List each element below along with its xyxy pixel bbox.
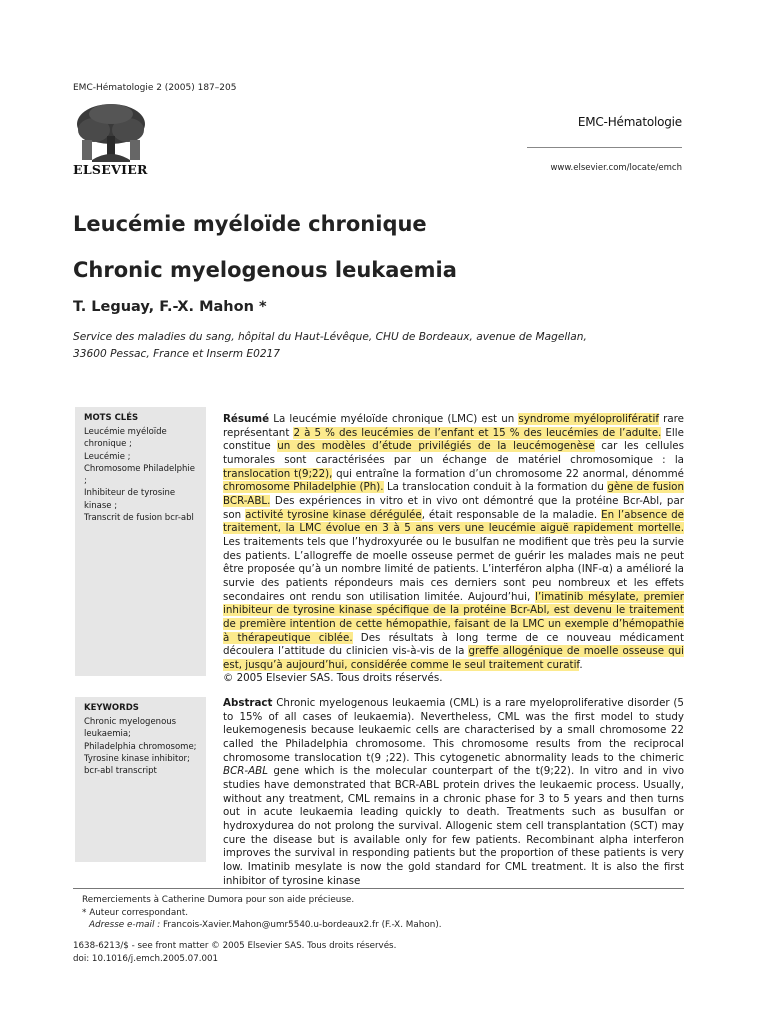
resume-text: . [579,658,583,671]
keyword-item: bcr-abl transcript [84,766,157,777]
abstract-english [223,697,684,888]
journal-website-link[interactable]: www.elsevier.com/locate/emch [550,163,682,173]
authors: T. Leguay, F.-X. Mahon * [73,299,267,315]
highlight: En l’absence de traitement, la LMC évolue en 3 à 5 ans vers une leucémie aiguë rapidement mortelle. [223,508,685,535]
keyword-item: Inhibiteur de tyrosine kinase ; [84,488,176,511]
highlight: syndrome myéloprolifératif [518,413,659,425]
footnote-divider [73,888,684,889]
abstract-heading: Abstract [223,697,273,709]
resume-text: qui entraîne la formation d’un chromosome 22 anormal, dénommé [332,467,684,480]
abstract-text: gene which is the molecular counterpart of the t(9;22). In vitro and in vivo studies have demonstrated that BCR-ABL protein drives the leukaemic process. Usually, without any treatment, CML remains in a chronic phase for 3 to 5 years and then turns out in acute leukaemia leading quickly to death. Treatments such as busulfan or hydroxydurea do not prolong the survival. Allogenic stem cell transplantation (SCT) may cure the disease but is available only for few patients. Recombinant alpha interferon improves the survival in responding patients but the proportion of these patients is very low. Imatinib mesylate is now the gold standard for CML treatment. It is also the first inhibitor of tyrosine kinase [223,765,684,887]
highlight: translocation t(9;22), [223,467,333,480]
keywords-english-box [75,697,206,862]
acknowledgement-footnote: Remerciements à Catherine Dumora pour son aide précieuse. [82,895,355,905]
affiliation-line-2: 33600 Pessac, France et Inserm E0217 [73,348,281,360]
email-address-link[interactable]: Francois-Xavier.Mahon@umr5540.u-bordeaux2.fr (F.-X. Mahon). [160,920,442,930]
keyword-item: Leucémie myéloïde chronique ; [84,427,167,450]
keyword-item: Leucémie ; [84,451,131,462]
journal-reference: EMC-Hématologie 2 (2005) 187–205 [73,83,237,93]
keyword-item: Transcrit de fusion bcr-abl [84,513,194,524]
highlight: chromosome Philadelphie (Ph). [223,481,384,494]
resume-text: , était responsable de la maladie. [421,508,602,521]
gene-name: BCR-ABL [223,765,268,778]
affiliation-line-1: Service des maladies du sang, hôpital du Haut-Lévêque, CHU de Bordeaux, avenue de Magellan, [73,331,587,343]
keywords-french-title: MOTS CLÉS [84,413,139,423]
highlight: activité tyrosine kinase dérégulée [245,508,422,521]
highlight: gène de fusion BCR-ABL. [223,481,685,507]
header-divider [527,147,682,148]
doi-link[interactable]: doi: 10.1016/j.emch.2005.07.001 [73,954,219,964]
front-matter [73,940,396,966]
issn-line: 1638-6213/$ - see front matter © 2005 Elsevier SAS. Tous droits réservés. [73,941,397,951]
highlight: greffe allogénique de moelle osseuse qui est, jusqu’à aujourd’hui, considérée comme le seul traitement curatif [223,645,685,671]
resume-copyright: © 2005 Elsevier SAS. Tous droits réservés. [223,672,443,685]
title-english: Chronic myelogenous leukaemia [73,258,457,282]
keyword-item: Philadelphia chromosome; [84,741,197,752]
highlight: 2 à 5 % des leucémies de l’enfant et 15 % des leucémies de l’adulte. [293,426,662,439]
title-french: Leucémie myéloïde chronique [73,212,427,236]
resume-text: Elle constitue [223,426,684,453]
corresponding-author-footnote: * Auteur correspondant. [82,908,189,918]
abstract-text: Chronic myelogenous leukaemia (CML) is a rare myeloproliferative disorder (5 to 15% of all cases of leukaemia). Nevertheless, CML was the first model to study leukemogenesis because leukaemic cells are characterised by a small chromosome 22 called the Philadelphia chromosome. This chromosome results from the reciprocal chromosome translocation t(9 ;22). This cytogenetic abnormality leads to the chimeric [223,697,684,764]
resume-text: car les cellules tumorales sont caractérisées par un échange de matériel chromosomique : la [223,440,685,466]
publisher-name: ELSEVIER [73,162,148,177]
resume-text: La leucémie myéloïde chronique (LMC) est un [269,413,519,425]
email-footnote [89,919,442,932]
resume-text: Les traitements tels que l’hydroxyurée ou le busulfan ne modifient que très peu la survie des patients. L’allogreffe de moelle osseuse permet de guérir les malades mais ne peut être proposée qu’à un nombre limité de patients. L’interféron alpha (INF-α) a amélioré la survie des patients répondeurs mais ces derniers sont peu nombreux et les effets secondaires ont rendu son utilisation limitée. Aujourd’hui, [223,535,684,603]
highlight: un des modèles d’étude privilégiés de la leucémogenèse [277,440,595,453]
resume-heading: Résumé [223,413,270,425]
highlight: l’imatinib mésylate, premier inhibiteur de tyrosine kinase spécifique de la protéine Bcr-Abl, est devenu le traitement de première intention de cette hémopathie, faisant de la LMC un exemple d’hémopathie à thérapeutique ciblée. [223,590,684,644]
email-label: Adresse e-mail : [89,920,161,930]
keywords-french-box [75,407,206,676]
resume-text: Des résultats à long terme de ce nouveau médicament découlera l’attitude du clinicien vis-à-vis de la [223,631,684,658]
journal-name: EMC-Hématologie [577,115,682,129]
resume-french [223,413,684,686]
affiliation [73,329,693,363]
keyword-item: Chromosome Philadelphie ; [84,463,195,487]
keyword-item: Tyrosine kinase inhibitor; [84,753,190,764]
resume-text: Des expériences in vitro et in vivo ont démontré que la protéine Bcr-Abl, par son [223,494,684,521]
resume-text: La translocation conduit à la formation du [383,481,608,494]
keyword-item: Chronic myelogenous leukaemia; [84,717,177,740]
resume-text: rare représentant [223,413,684,439]
keywords-english-title: KEYWORDS [84,703,139,713]
